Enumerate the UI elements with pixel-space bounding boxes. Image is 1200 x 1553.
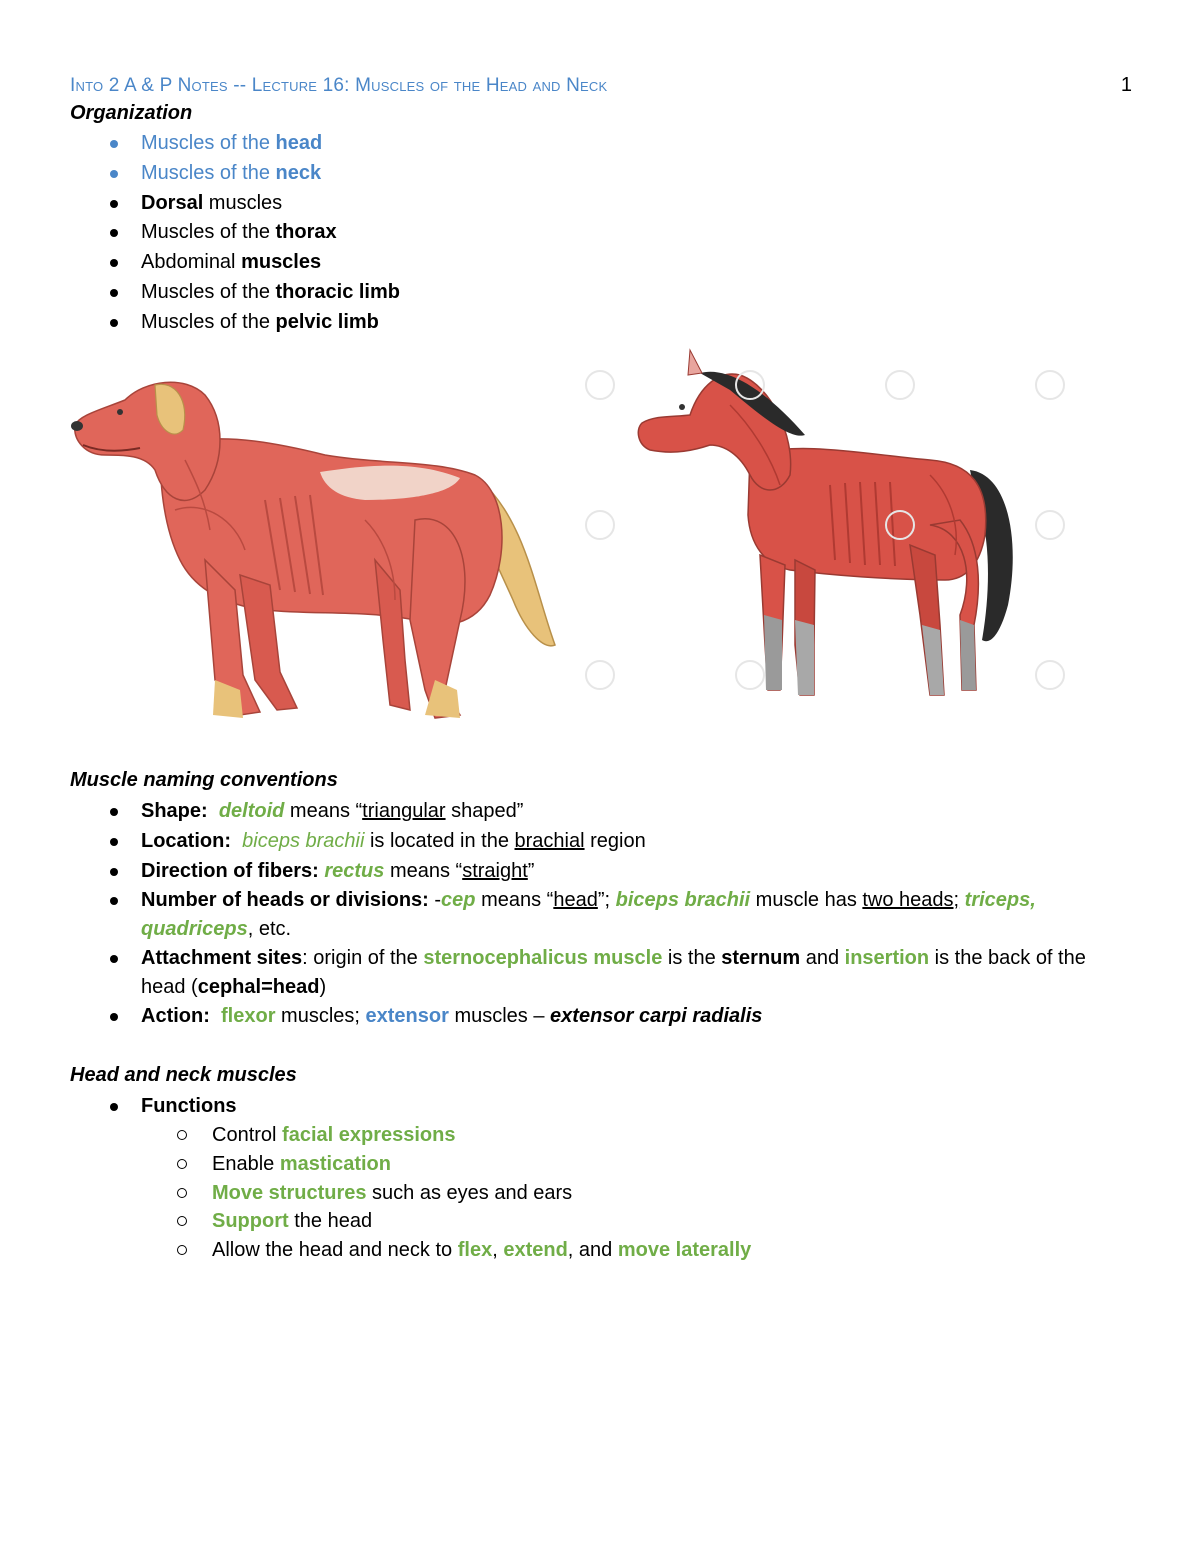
sub-list-item: Control facial expressions: [0, 1121, 751, 1150]
sub-list-item: Move structures such as eyes and ears: [0, 1179, 751, 1208]
organization-list: [0, 129, 400, 338]
lecture-title: Into 2 A & P Notes -- Lecture 16: Muscles of the Head and Neck: [70, 75, 608, 96]
sub-list-item: Support the head: [0, 1207, 751, 1236]
naming-list: [0, 797, 1131, 1032]
naming-heading: Muscle naming conventions: [70, 769, 338, 791]
dog-muscle-illustration: [65, 360, 565, 740]
list-item: Attachment sites: origin of the sternocephalicus muscle is the sternum and insertion is the back of the head (cephal=head): [0, 944, 1131, 1002]
list-item: Abdominal muscles: [0, 248, 400, 278]
sub-list-item: Enable mastication: [0, 1150, 751, 1179]
page-number: 1: [1120, 74, 1132, 96]
page-header: [70, 74, 1132, 100]
list-item: Number of heads or divisions: -cep means “head”; biceps brachii muscle has two heads; triceps, quadriceps, etc.: [0, 886, 1131, 944]
functions-sublist: [0, 1121, 751, 1265]
list-item: Muscles of the thorax: [0, 218, 400, 248]
watermark-pattern: [570, 345, 1090, 725]
list-item: Functions: [0, 1092, 237, 1122]
head-neck-heading: Head and neck muscles: [70, 1064, 297, 1086]
list-item: Muscles of the pelvic limb: [0, 308, 400, 338]
list-item: Location: biceps brachii is located in the brachial region: [0, 827, 1131, 857]
organization-heading: Organization: [70, 102, 193, 124]
list-item: Muscles of the thoracic limb: [0, 278, 400, 308]
list-item: Direction of fibers: rectus means “straight”: [0, 857, 1131, 887]
sub-list-item: Allow the head and neck to flex, extend, and move laterally: [0, 1236, 751, 1265]
list-item: Action: flexor muscles; extensor muscles – extensor carpi radialis: [0, 1002, 1131, 1032]
list-item: Dorsal muscles: [0, 189, 400, 219]
list-item: Muscles of the head: [0, 129, 400, 159]
functions-list: [0, 1092, 237, 1122]
list-item: Shape: deltoid means “triangular shaped”: [0, 797, 1131, 827]
list-item: Muscles of the neck: [0, 159, 400, 189]
